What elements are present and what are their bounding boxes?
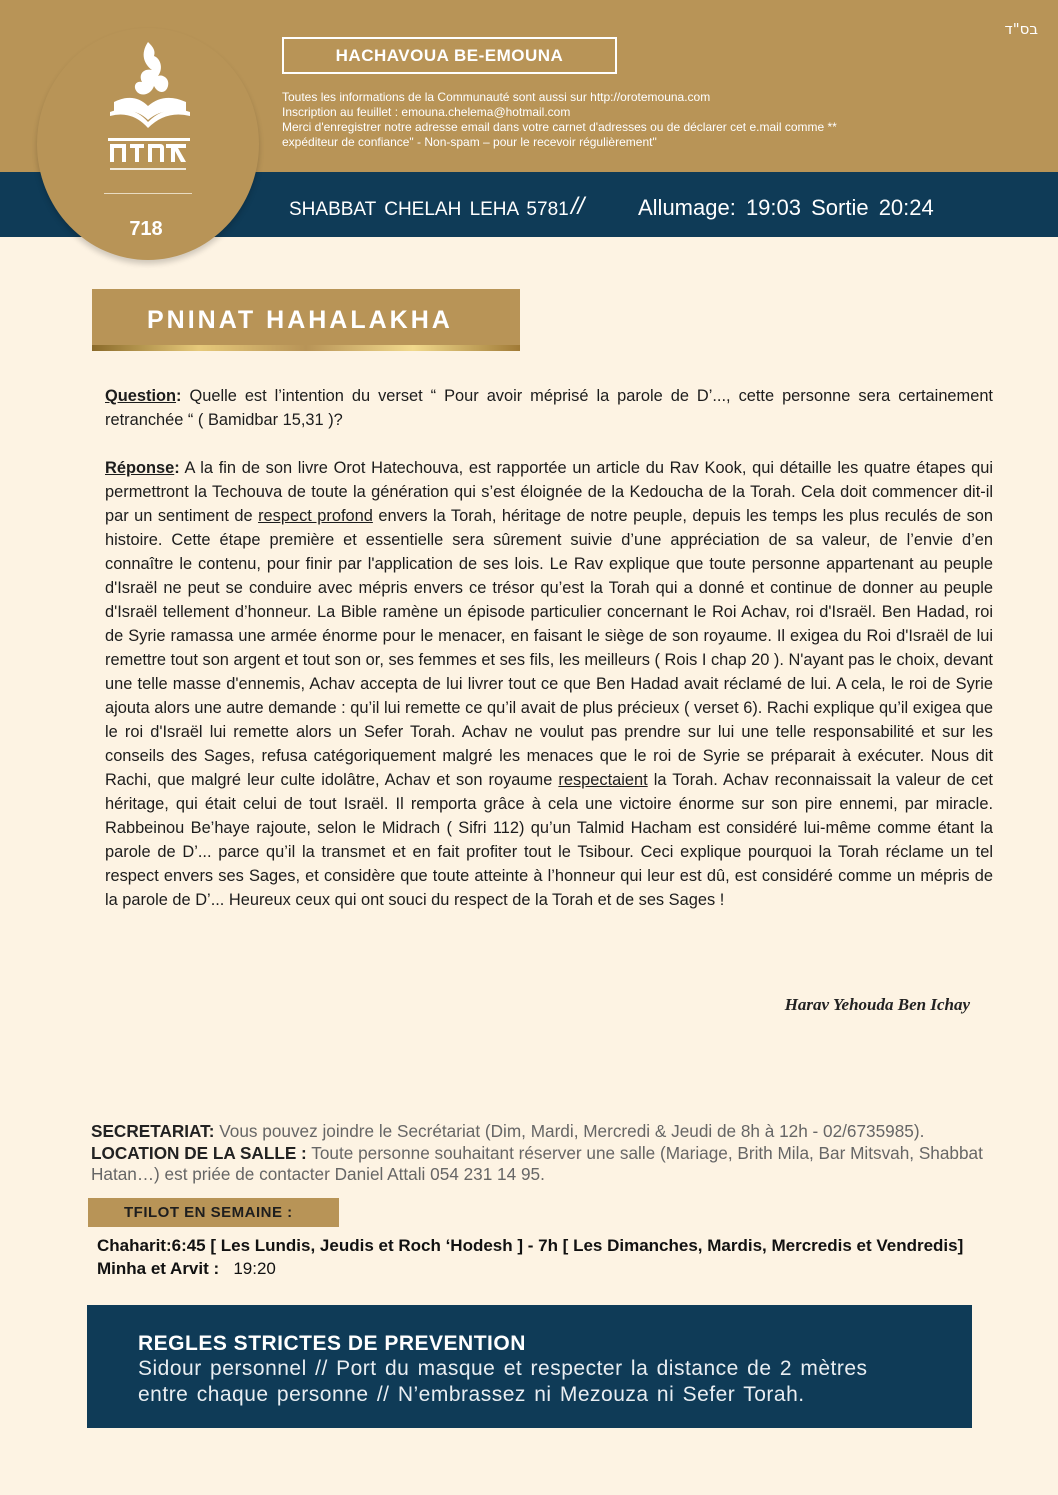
info-line: Toutes les informations de la Communauté sont aussi sur http://orotemouna.com [282,90,711,104]
tfilot-schedule [97,1234,1027,1280]
tfilot-banner [88,1198,339,1227]
answer-text: la Torah. Achav reconnaissait la valeur de cet héritage, qui était celui de tout Israël. Il remporta grâce à cela une victoire énorme sur son pire ennemi, par miracle. Rabbeinou Be’haye rajoute, selon le Midrach ( Sifri 112) qu’un Talmid Hacham est considéré lui-même comme étant la parole de D’... parce qu’il la transmet et en fait profiter tout le Tsibour. Ceci explique pourquoi la Torah réclame un tel respect envers ses Sages, et considère que toute atteinte à l’honneur qui leur est dû, est considéré comme un mépris de la parole de D’... Heureux ceux qui ont souci du respect de la Torah et de ses Sages ! [105,771,993,909]
separator: // [571,193,585,220]
answer-text: A la fin de son livre Orot Hatechouva, est rapportée un article du Rav Kook, qui détaille les quatre étapes qui permettront la Techouva de toute la génération qui s’est éloignée de la Kedoucha de la Torah. Cela doit commencer dit-il par un sentiment de [105,459,994,525]
info-lines [282,90,942,150]
minha-line [97,1257,1027,1280]
answer-text: envers la Torah, héritage de notre peuple, depuis les temps les plus reculés de son histoire. Cette étape première et essentielle sera sûrement suivie d’une appréciation de sa valeur, de l’envie d’en connaître le contenu, pour finir par l'application de ses lois. Le Rav explique que toute personne appartenant au peuple d'Israël ne peut se conduire avec mépris envers ce trésor qu’est la Torah qui a donné et continue de donner au peuple d'Israël tellement d’honneur. La Bible ramène un épisode particulier concernant le Roi Achav, roi d'Israël. Ben Hadad, roi de Syrie ramassa une armée énorme pour le menacer, en faisant le siège de son royaume. Il exigea du Roi d'Israël de lui remettre tout son argent et tout son or, ses femmes et ses fils, les meilleurs ( Rois I chap 20 ). N'ayant pas le choix, devant une telle masse d'ennemis, Achav accepta de lui livrer tout ce que Ben Hadad avait réclamé de lui. A cela, le roi de Syrie ajouta alors une autre demande : qu’il lui remette ce qu’il avait de plus précieux ( verset 6). Rachi explique qu’il exigea que le roi d'Israël lui remette alors un Sefer Torah. Achav ne voulut pas prendre sur lui une telle responsabilité et sur les conseils des Sages, refusa catégoriquement malgré les menaces que le roi de Syrie se préparait à exécuter. Nous dit Rachi, que malgré leur culte idolâtre, Achav et son royaume [105,507,993,789]
chaharit-line: Chaharit:6:45 [ Les Lundis, Jeudis et Roch ‘Hodesh ] - 7h [ Les Dimanches, Mardis, Mercredis et Vendredis] [97,1236,964,1255]
candle-times: Allumage: 19:03 Sortie 20:24 [638,195,934,220]
underlined-phrase: respect profond [258,507,373,525]
answer-label: Réponse [105,459,175,477]
section-banner [92,289,520,351]
info-line: Merci d'enregistrer notre adresse email dans votre carnet d'adresses ou de déclarer cet e.mail comme ** [282,120,837,134]
secretariat-label: SECRETARIAT: [91,1121,215,1141]
location-label: LOCATION DE LA SALLE : [91,1142,307,1163]
shabbat-name: SHABBAT CHELAH LEHA 5781 [289,199,569,220]
answer-paragraph: Réponse: A la fin de son livre Orot Hatechouva, est rapportée un article du Rav Kook, qui détaille les quatre étapes qui permettront la Techouva de toute la génération qui s’est éloignée de la Kedoucha de la Torah. Cela doit commencer dit-il par un sentiment de respect profond envers la Torah, héritage de notre peuple, depuis les temps les plus reculés de son histoire. Cette étape première et essentielle sera sûrement suivie d’une appréciation de sa valeur, de l’envie d’en connaître le contenu, pour finir par l'application de ses lois. Le Rav explique que toute personne appartenant au peuple d'Israël ne peut se conduire avec mépris envers ce trésor qu’est la Torah qui a donné et continue de donner au peuple d'Israël tellement d’honneur. La Bible ramène un épisode particulier concernant le Roi Achav, roi d'Israël. Ben Hadad, roi de Syrie ramassa une armée énorme pour le menacer, en faisant le siège de son royaume. Il exigea du Roi d'Israël de lui remettre tout son argent et tout son or, ses femmes et ses fils, les meilleurs ( Rois I chap 20 ). N'ayant pas le choix, devant une telle masse d'ennemis, Achav accepta de lui livrer tout ce que Ben Hadad avait réclamé de lui. A cela, le roi de Syrie ajouta alors une autre demande : qu’il lui remette ce qu’il avait de plus précieux ( verset 6). Rachi explique qu’il exigea que le roi d'Israël lui remette alors un Sefer Torah. Achav ne voulut pas prendre sur lui une telle responsabilité et sur les conseils des Sages, refusa catégoriquement malgré les menaces que le roi de Syrie se préparait à exécuter. Nous dit Rachi, que malgré leur culte idolâtre, Achav et son royaume respectaient la Torah. Achav reconnaissait la valeur de cet héritage, qui était celui de tout Israël. Il remporta grâce à cela une victoire énorme sur son pire ennemi, par miracle. Rabbeinou Be’haye rajoute, selon le Midrach ( Sifri 112) qu’un Talmid Hacham est considéré lui-même comme étant la parole de D’... parce qu’il la transmet et en fait profiter tout le Tsibour. Ceci explique pourquoi la Torah réclame un tel respect envers ses Sages, et considère que toute atteinte à l’honneur qui leur est dû, est considéré comme un mépris de la parole de D’... Heureux ceux qui ont souci du respect de la Torah et de ses Sages ! [105,459,994,909]
article-body [105,384,993,912]
tfilot-title: TFILOT EN SEMAINE : [124,1204,293,1221]
info-line: expéditeur de confiance" - Non-spam – pour le recevoir régulièrement" [282,135,657,149]
location-text: Toute personne souhaitant réserver une salle (Mariage, Brith Mila, Bar Mitsvah, Shabbat Hatan…) est priée de contacter Daniel Attali 054 231 14 95. [91,1142,983,1184]
secretariat-text: Vous pouvez joindre le Secrétariat (Dim, Mardi, Mercredi & Jeudi de 8h à 12h - 02/6735985). [219,1121,925,1141]
secretariat-info [91,1121,1021,1186]
prevention-line: Sidour personnel // Port du masque et respecter la distance de 2 mètres [138,1357,868,1380]
minha-label: Minha et Arvit : [97,1259,220,1278]
prevention-box [87,1305,972,1428]
emouna-logo [104,40,194,180]
question-label: Question [105,387,177,405]
question-text: Quelle est l’intention du verset “ Pour avoir méprisé la parole de D’..., cette personne sera certainement retranchée “ ( Bamidbar 15,31 )? [105,387,993,429]
minha-time: 19:20 [233,1259,276,1278]
logo-divider [104,193,192,194]
hebrew-mark: בס"ד [1004,20,1038,38]
prevention-line: entre chaque personne // N’embrassez ni Mezouza ni Sefer Torah. [138,1383,805,1406]
issue-number: 718 [129,218,163,240]
info-line: Inscription au feuillet : emouna.chelema@hotmail.com [282,105,571,119]
question-paragraph: Question: Quelle est l’intention du verset “ Pour avoir méprisé la parole de D’..., cette personne sera certainement retranchée “ ( Bamidbar 15,31 )? [105,387,993,429]
underlined-phrase: respectaient [558,771,648,789]
prevention-title: REGLES STRICTES DE PREVENTION [138,1332,526,1355]
author-signature: Harav Yehouda Ben Ichay [784,995,970,1014]
newsletter-title: HACHAVOUA BE-EMOUNA [282,37,617,74]
section-title: PNINAT HAHALAKHA [147,306,453,334]
